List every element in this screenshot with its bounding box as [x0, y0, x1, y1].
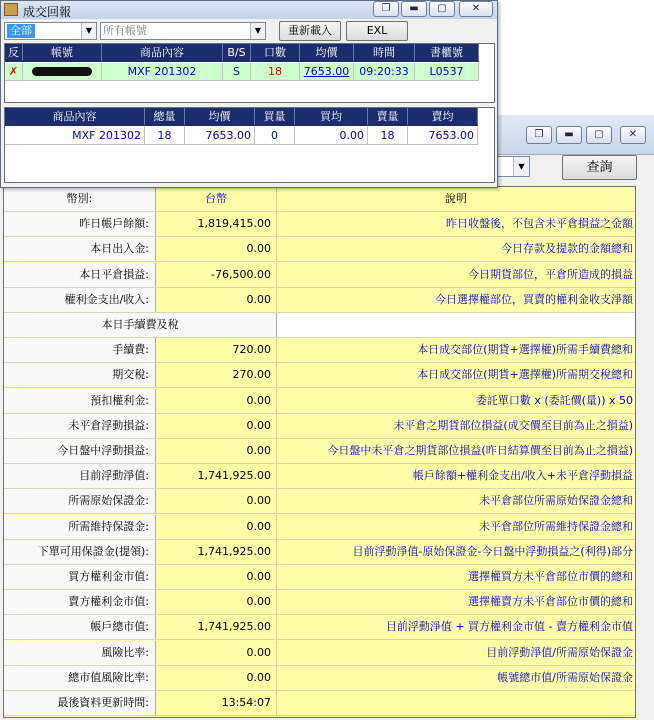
account-summary-table — [3, 186, 636, 718]
price-link[interactable]: 7653.00 — [300, 63, 354, 80]
restore-icon[interactable]: ❐ — [373, 1, 399, 17]
summary-grid-header — [5, 108, 478, 126]
filter-selected-value: 全部 — [7, 24, 35, 38]
col-header[interactable]: 書櫃號 — [415, 44, 479, 61]
window-title: 成交回報 — [23, 5, 72, 19]
row-value: 0.00 — [156, 288, 277, 312]
row-description — [277, 691, 635, 715]
row-value: 1,741,925.00 — [156, 615, 277, 639]
minimize-icon[interactable]: ▬ — [556, 126, 582, 144]
restore-icon[interactable]: ❐ — [526, 126, 552, 144]
table-row — [4, 288, 635, 313]
row-label: 權利金支出/收入: — [4, 288, 156, 312]
col-header[interactable]: 賣均 — [408, 108, 478, 125]
currency-value: 台幣 — [156, 187, 277, 211]
row-label: 所需維持保證金: — [4, 515, 156, 539]
row-label: 目前浮動淨值: — [4, 464, 156, 488]
detail-grid-header — [5, 44, 479, 62]
row-label: 所需原始保證金: — [4, 489, 156, 513]
row-label: 風險比率: — [4, 641, 156, 665]
col-header[interactable]: 時間 — [354, 44, 415, 61]
sell-avg-cell: 7653.00 — [408, 127, 478, 144]
row-description: 目前浮動淨值-原始保證金-今日盤中浮動損益之(利得)部分 — [277, 540, 635, 564]
row-label: 買方權利金市值: — [4, 565, 156, 589]
row-label: 手續費: — [4, 338, 156, 362]
section-header — [4, 313, 635, 338]
col-header[interactable]: 賣量 — [368, 108, 408, 125]
row-label: 今日盤中浮動損益: — [4, 439, 156, 463]
row-value: 1,819,415.00 — [156, 212, 277, 236]
col-header[interactable]: 商品內容 — [5, 108, 145, 125]
table-row — [4, 565, 635, 590]
row-value: -76,500.00 — [156, 263, 277, 287]
row-description: 選擇權賣方未平倉部位市價的總和 — [277, 590, 635, 614]
row-label: 下單可用保證金(提領): — [4, 540, 156, 564]
row-value: 0.00 — [156, 489, 277, 513]
table-row — [4, 464, 635, 489]
row-description: 帳號總市值/所需原始保證金 — [277, 666, 635, 690]
col-header[interactable]: 均價 — [300, 44, 354, 61]
table-row — [4, 515, 635, 540]
chevron-down-icon[interactable]: ▼ — [513, 157, 529, 176]
row-label: 本日平倉損益: — [4, 263, 156, 287]
row-value: 13:54:07 — [156, 691, 277, 715]
table-row — [4, 212, 635, 237]
row-value: 0.00 — [156, 590, 277, 614]
col-header[interactable]: 商品內容 — [102, 44, 223, 61]
row-description: 今日盤中未平倉之期貨部位損益(昨日結算價至目前為止之損益) — [277, 439, 635, 463]
sell-qty-cell: 18 — [368, 127, 408, 144]
query-button[interactable]: 查詢 — [562, 155, 637, 180]
product-cell: MXF 201302 — [102, 63, 223, 80]
maximize-icon[interactable]: ▢ — [429, 1, 455, 17]
row-value: 0.00 — [156, 641, 277, 665]
row-label: 總市值風險比率: — [4, 666, 156, 690]
account-select-placeholder: 所有帳號 — [103, 24, 147, 37]
trade-report-window — [0, 0, 498, 188]
description-header: 說明 — [277, 187, 635, 211]
row-description: 昨日收盤後，不包含未平倉損益之金額 — [277, 212, 635, 236]
app-icon — [4, 3, 18, 16]
row-description: 帳戶餘額+權利金支出/收入+未平倉浮動損益 — [277, 464, 635, 488]
row-description: 目前浮動淨值 + 買方權利金市值 - 賣方權利金市值 — [277, 615, 635, 639]
row-label: 預扣權利金: — [4, 389, 156, 413]
row-value: 0.00 — [156, 389, 277, 413]
trade-toolbar — [1, 19, 497, 43]
chevron-down-icon[interactable]: ▼ — [81, 23, 96, 39]
row-description: 委託單口數 x (委託價(量)) x 50 — [277, 389, 635, 413]
row-value: 0.00 — [156, 666, 277, 690]
row-description: 本日成交部位(期貨+選擇權)所需手續費總和 — [277, 338, 635, 362]
cancel-order-icon[interactable]: ✗ — [5, 63, 23, 80]
row-description: 未平倉部位所需維持保證金總和 — [277, 515, 635, 539]
table-row — [4, 691, 635, 716]
trade-detail-grid — [4, 43, 495, 103]
row-value: 0.00 — [156, 237, 277, 261]
row-value: 0.00 — [156, 439, 277, 463]
row-description: 未平倉部位所需原始保證金總和 — [277, 489, 635, 513]
col-header[interactable]: 均價 — [185, 108, 255, 125]
currency-label: 幣別: — [4, 187, 156, 211]
time-cell: 09:20:33 — [354, 63, 415, 80]
row-value: 0.00 — [156, 565, 277, 589]
col-header[interactable]: 買均 — [295, 108, 368, 125]
maximize-icon[interactable]: ▢ — [586, 126, 612, 144]
table-row — [4, 389, 635, 414]
table-row — [4, 489, 635, 514]
table-row — [4, 414, 635, 439]
table-row — [4, 237, 635, 262]
close-icon[interactable]: ✕ — [620, 126, 646, 144]
avg-price-cell: 7653.00 — [185, 127, 255, 144]
col-header[interactable]: 反 — [5, 44, 23, 61]
row-value: 1,741,925.00 — [156, 540, 277, 564]
table-row — [4, 263, 635, 288]
col-header[interactable]: 帳號 — [23, 44, 102, 61]
table-row — [4, 615, 635, 640]
row-label: 帳戶總市值: — [4, 615, 156, 639]
booth-cell: L0537 — [415, 63, 479, 80]
side-cell: S — [223, 63, 251, 80]
buy-avg-cell: 0.00 — [295, 127, 368, 144]
product-cell: MXF 201302 — [5, 127, 145, 144]
row-value: 720.00 — [156, 338, 277, 362]
col-header[interactable]: 總量 — [145, 108, 185, 125]
chevron-down-icon[interactable]: ▼ — [250, 23, 265, 39]
section-title: 本日手續費及稅 — [4, 313, 277, 337]
row-label: 昨日帳戶餘額: — [4, 212, 156, 236]
row-label: 未平倉浮動損益: — [4, 414, 156, 438]
row-description: 目前浮動淨值/所需原始保證金 — [277, 641, 635, 665]
row-value: 1,741,925.00 — [156, 464, 277, 488]
account-select[interactable] — [100, 22, 266, 40]
account-window — [0, 115, 654, 720]
col-header[interactable]: 口數 — [251, 44, 300, 61]
row-label: 最後資料更新時間: — [4, 691, 156, 715]
buy-qty-cell: 0 — [255, 127, 295, 144]
filter-select[interactable] — [4, 22, 97, 40]
trade-summary-grid — [4, 107, 495, 183]
table-row[interactable] — [5, 63, 479, 81]
minimize-icon[interactable]: ▬ — [401, 1, 427, 17]
row-description: 今日存款及提款的金額總和 — [277, 237, 635, 261]
trade-window-titlebar — [1, 1, 497, 19]
row-value: 270.00 — [156, 363, 277, 387]
reload-button[interactable]: 重新載入 — [279, 21, 341, 41]
export-excel-button[interactable]: EXL — [346, 21, 408, 41]
table-row — [4, 338, 635, 363]
row-description: 今日期貨部位，平倉所造成的損益 — [277, 263, 635, 287]
table-row[interactable] — [5, 127, 478, 145]
row-description: 未平倉之期貨部位損益(成交價至目前為止之損益) — [277, 414, 635, 438]
table-row — [4, 363, 635, 388]
table-row — [4, 641, 635, 666]
row-value: 0.00 — [156, 515, 277, 539]
row-label: 期交稅: — [4, 363, 156, 387]
row-label: 賣方權利金市值: — [4, 590, 156, 614]
account-table-header — [4, 187, 635, 212]
row-description: 今日選擇權部位，買賣的權利金收支淨額 — [277, 288, 635, 312]
close-icon[interactable]: ✕ — [459, 1, 493, 17]
section-filler — [277, 313, 635, 337]
col-header[interactable]: 買量 — [255, 108, 295, 125]
row-label: 本日出入金: — [4, 237, 156, 261]
table-row — [4, 666, 635, 691]
table-row — [4, 439, 635, 464]
account-redacted — [23, 63, 102, 80]
row-value: 0.00 — [156, 414, 277, 438]
col-header[interactable]: B/S — [223, 44, 251, 61]
row-description: 選擇權買方未平倉部位市價的總和 — [277, 565, 635, 589]
qty-cell: 18 — [251, 63, 300, 80]
table-row — [4, 590, 635, 615]
table-row — [4, 540, 635, 565]
total-qty-cell: 18 — [145, 127, 185, 144]
row-description: 本日成交部位(期貨+選擇權)所需期交稅總和 — [277, 363, 635, 387]
